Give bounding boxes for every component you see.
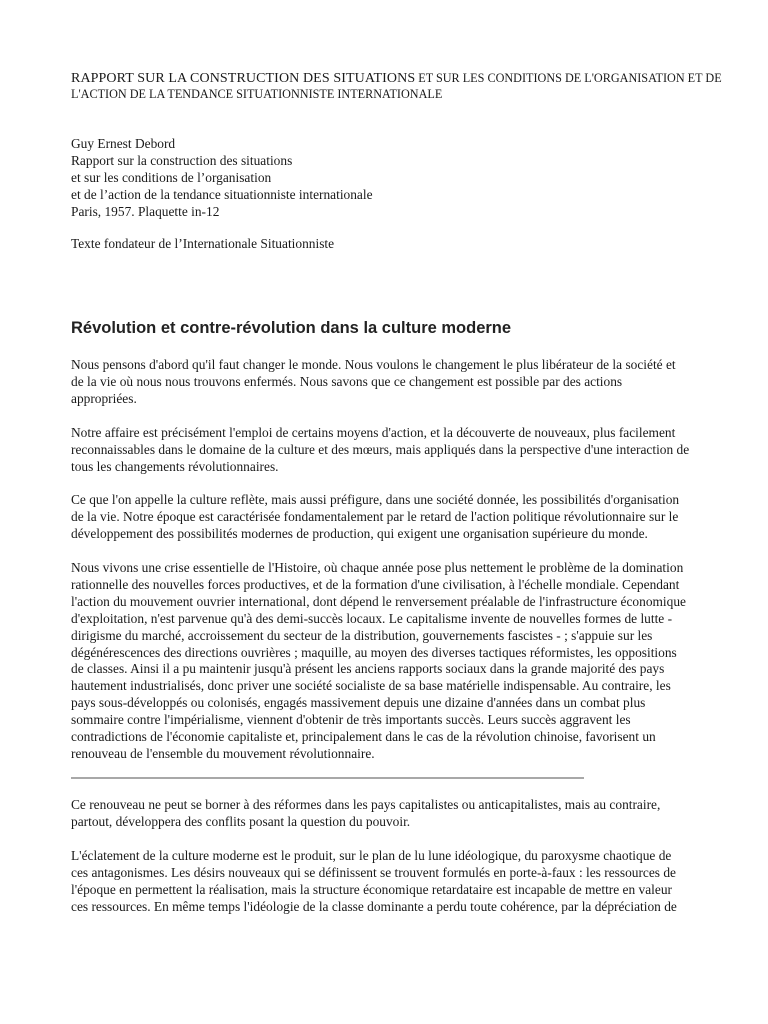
- paragraph-4: [71, 560, 767, 763]
- paragraph-line: de la vie où nous nous trouvons enfermés. Nous savons que ce changement est possible par des actions: [71, 373, 623, 389]
- paragraph-line: L'éclatement de la culture moderne est le produit, sur le plan de lu lune idéologique, du paroxysme chaotique de: [71, 848, 672, 863]
- paragraph-line: dirigisme du marché, accroissement du secteur de la distribution, gouvernements fascistes - ; s'appuie sur les: [71, 627, 653, 643]
- meta-line: Rapport sur la construction des situations: [71, 153, 293, 168]
- paragraph-line: de la vie. Notre époque est caractérisée fondamentalement par le retard de l'action politique révolutionnaire sur le: [71, 508, 679, 524]
- paragraph-6: [71, 848, 767, 916]
- document-meta: [71, 135, 631, 220]
- header-title-small-2: L'ACTION DE LA TENDANCE SITUATIONNISTE INTERNATIONALE: [71, 87, 443, 101]
- paragraph-line: l'époque en permettent la réalisation, mais la structure économique retardataire est incapable de mettre en valeur: [71, 881, 673, 897]
- paragraph-line: tous les changements révolutionnaires.: [71, 458, 279, 474]
- paragraph-line: partout, développera des conflits posant la question du pouvoir.: [71, 813, 411, 829]
- meta-line: et sur les conditions de l’organisation: [71, 170, 272, 185]
- founding-text: Texte fondateur de l’Internationale Situationniste: [71, 236, 335, 251]
- paragraph-3: [71, 492, 767, 543]
- paragraph-line: Ce que l'on appelle la culture reflète, mais aussi préfigure, dans une société donnée, les possibilités d'organisation: [71, 492, 680, 507]
- document-header: [71, 70, 761, 102]
- paragraph-line: reconnaissables dans le domaine de la culture et des mœurs, mais appliqués dans la perspective d'une interaction de: [71, 441, 690, 457]
- paragraph-line: contradictions de l'économie capitaliste et, principalement dans le cas de la révolution chinoise, favorisent un: [71, 729, 656, 745]
- paragraph-5: [71, 797, 767, 831]
- paragraph-line: ces antagonismes. Les désirs nouveaux qui se définissent se trouvent formulés en porte-à-faux : les ressources de: [71, 864, 677, 880]
- paragraph-1: [71, 357, 767, 408]
- meta-author: Guy Ernest Debord: [71, 136, 176, 151]
- paragraph-line: l'action du mouvement ouvrier international, dont dépend le renversement préalable de l'infrastructure économique: [71, 593, 686, 609]
- paragraph-line: dégénérescences des directions ouvrières ; maquille, au moyen des diverses tactiques réformistes, les oppositions: [71, 644, 677, 660]
- paragraph-line: rationnelle des nouvelles forces productives, et de la formation d'une civilisation, à l'échelle mondiale. Cependant: [71, 576, 680, 592]
- paragraph-line: appropriées.: [71, 390, 137, 406]
- paragraph-line: Notre affaire est précisément l'emploi de certains moyens d'action, et la découverte de nouveaux, plus facilement: [71, 425, 676, 440]
- paragraph-line: pays sous-développés ou colonisés, engagés massivement depuis une dizaine d'années dans un combat plus: [71, 695, 646, 711]
- paragraph-line: ces ressources. En même temps l'idéologie de la classe dominante a perdu toute cohérence, par la dépréciation de: [71, 898, 677, 914]
- paragraph-line: développement des possibilités modernes de production, qui exigent une organisation supérieure du monde.: [71, 525, 648, 541]
- paragraph-2: [71, 425, 767, 476]
- paragraph-line: d'exploitation, n'est parvenue qu'à des demi-succès locaux. Le capitalisme invente de nouvelles formes de lutte -: [71, 610, 673, 626]
- paragraph-line: hautement industrialisés, donc priver une société socialiste de sa base matérielle indispensable. Au contraire, les: [71, 678, 671, 694]
- paragraph-line: renouveau de l'ensemble du mouvement révolutionnaire.: [71, 745, 375, 761]
- header-title-large: RAPPORT SUR LA CONSTRUCTION DES SITUATIONS: [71, 71, 416, 86]
- paragraph-line: Nous vivons une crise essentielle de l'Histoire, où chaque année pose plus nettement le problème de la domination: [71, 560, 684, 575]
- paragraph-line: Ce renouveau ne peut se borner à des réformes dans les pays capitalistes ou anticapitalistes, mais au contraire,: [71, 797, 661, 812]
- meta-publication: Paris, 1957. Plaquette in-12: [71, 204, 220, 219]
- header-title-small-1: ET SUR LES CONDITIONS DE L'ORGANISATION ET DE: [415, 71, 722, 85]
- paragraph-line: Nous pensons d'abord qu'il faut changer le monde. Nous voulons le changement le plus libérateur de la société et: [71, 357, 676, 372]
- section-title: Révolution et contre-révolution dans la culture moderne: [71, 319, 512, 337]
- meta-line: et de l’action de la tendance situationniste internationale: [71, 187, 373, 202]
- horizontal-rule: [71, 777, 584, 779]
- paragraph-line: sommaire contre l'impérialisme, viennent d'obtenir de très importants succès. Leurs succès aggravent les: [71, 712, 631, 728]
- paragraph-line: de classes. Ainsi il a pu maintenir jusqu'à présent les anciens rapports sociaux dans la grande majorité des pays: [71, 661, 665, 677]
